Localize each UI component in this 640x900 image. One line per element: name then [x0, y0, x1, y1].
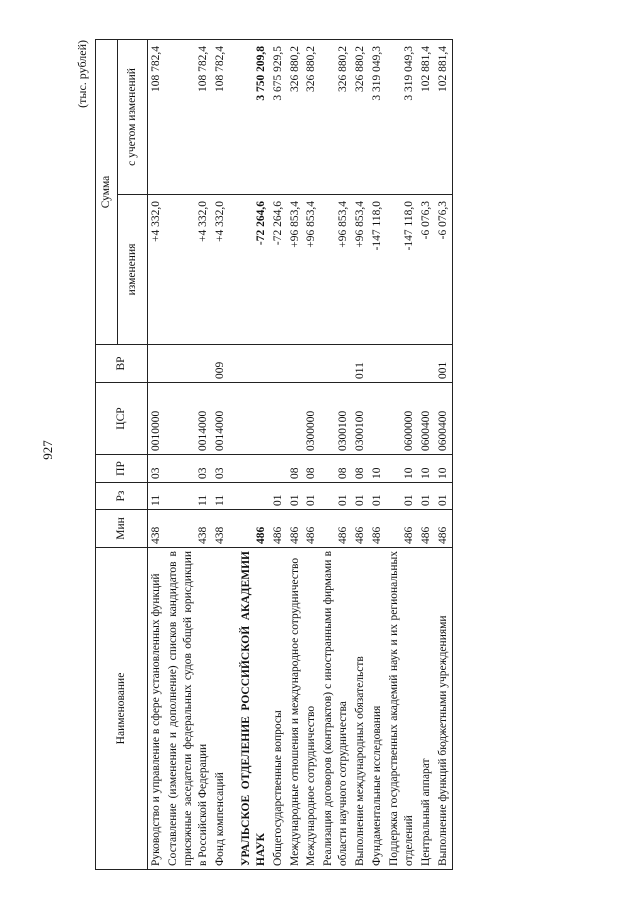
header-changes: изменения — [118, 195, 148, 345]
table-row — [229, 39, 270, 869]
change-cell: -6 076,3 — [435, 195, 452, 345]
table-row — [435, 39, 452, 869]
csr-cell — [229, 383, 270, 455]
table-row — [369, 39, 386, 869]
table-row — [165, 39, 212, 869]
header-min: Мин — [96, 510, 148, 548]
pr-cell: 10 — [386, 455, 418, 483]
vr-cell — [148, 345, 165, 383]
min-cell: 486 — [229, 510, 270, 548]
total-cell: 108 782,4 — [165, 39, 212, 194]
rz-cell: 01 — [352, 483, 369, 510]
pr-cell: 03 — [148, 455, 165, 483]
vr-cell — [229, 345, 270, 383]
csr-cell: 0010000 — [148, 383, 165, 455]
name-cell: УРАЛЬСКОЕ ОТДЕЛЕНИЕ РОССИЙСКОЙ АКАДЕМИИ НАУК — [229, 548, 270, 870]
csr-cell: 0300100 — [320, 383, 352, 455]
min-cell: 438 — [212, 510, 229, 548]
rz-cell: 01 — [303, 483, 320, 510]
csr-cell: 0600400 — [435, 383, 452, 455]
csr-cell: 0600400 — [418, 383, 435, 455]
budget-table — [95, 39, 453, 870]
min-cell: 486 — [369, 510, 386, 548]
table-row — [287, 39, 304, 869]
change-cell: -72 264,6 — [229, 195, 270, 345]
csr-cell: 0014000 — [212, 383, 229, 455]
total-cell: 3 319 049,3 — [386, 39, 418, 194]
total-cell: 3 319 049,3 — [369, 39, 386, 194]
rz-cell: 11 — [148, 483, 165, 510]
pr-cell: 10 — [435, 455, 452, 483]
min-cell: 438 — [148, 510, 165, 548]
change-cell: +96 853,4 — [352, 195, 369, 345]
pr-cell: 08 — [352, 455, 369, 483]
csr-cell: 0300100 — [352, 383, 369, 455]
change-cell: -147 118,0 — [386, 195, 418, 345]
rz-cell: 01 — [435, 483, 452, 510]
table-row — [320, 39, 352, 869]
rz-cell: 11 — [212, 483, 229, 510]
header-vr: ВР — [96, 345, 148, 383]
total-cell: 3 750 209,8 — [229, 39, 270, 194]
total-cell: 108 782,4 — [212, 39, 229, 194]
min-cell: 486 — [435, 510, 452, 548]
rz-cell — [229, 483, 270, 510]
rotated-page-content — [75, 40, 595, 870]
change-cell: +96 853,4 — [320, 195, 352, 345]
vr-cell — [165, 345, 212, 383]
name-cell: Международные отношения и международное сотрудничество — [287, 548, 304, 870]
rz-cell: 01 — [386, 483, 418, 510]
change-cell: +4 332,0 — [148, 195, 165, 345]
change-cell: +96 853,4 — [303, 195, 320, 345]
total-cell: 326 880,2 — [303, 39, 320, 194]
name-cell: Общегосударственные вопросы — [270, 548, 287, 870]
name-cell: Реализация договоров (контрактов) с иностранными фирмами в области научного сотрудничества — [320, 548, 352, 870]
min-cell: 438 — [165, 510, 212, 548]
table-body — [148, 39, 453, 869]
pr-cell — [229, 455, 270, 483]
change-cell: -6 076,3 — [418, 195, 435, 345]
csr-cell — [369, 383, 386, 455]
table-row — [386, 39, 418, 869]
total-cell: 326 880,2 — [320, 39, 352, 194]
header-with-changes: с учетом изменений — [118, 39, 148, 194]
total-cell: 108 782,4 — [148, 39, 165, 194]
change-cell: -147 118,0 — [369, 195, 386, 345]
pr-cell: 03 — [165, 455, 212, 483]
page-number: 927 — [40, 440, 55, 460]
table-row — [418, 39, 435, 869]
name-cell: Руководство и управление в сфере установленных функций — [148, 548, 165, 870]
header-pr: ПР — [96, 455, 148, 483]
vr-cell — [418, 345, 435, 383]
pr-cell: 10 — [369, 455, 386, 483]
min-cell: 486 — [320, 510, 352, 548]
rz-cell: 11 — [165, 483, 212, 510]
total-cell: 3 675 929,5 — [270, 39, 287, 194]
name-cell: Центральный аппарат — [418, 548, 435, 870]
min-cell: 486 — [270, 510, 287, 548]
pr-cell: 08 — [303, 455, 320, 483]
rz-cell: 01 — [320, 483, 352, 510]
rz-cell: 01 — [418, 483, 435, 510]
vr-cell — [320, 345, 352, 383]
table-row — [352, 39, 369, 869]
change-cell: +4 332,0 — [212, 195, 229, 345]
name-cell: Составление (изменение и дополнение) списков кандидатов в присяжные заседатели федеральных судов общей юрисдикции в Российской Федерации — [165, 548, 212, 870]
header-name: Наименование — [96, 548, 148, 870]
csr-cell — [287, 383, 304, 455]
total-cell: 326 880,2 — [352, 39, 369, 194]
csr-cell: 0300000 — [303, 383, 320, 455]
vr-cell: 001 — [435, 345, 452, 383]
vr-cell — [303, 345, 320, 383]
csr-cell — [270, 383, 287, 455]
name-cell: Фонд компенсаций — [212, 548, 229, 870]
min-cell: 486 — [303, 510, 320, 548]
change-cell: +96 853,4 — [287, 195, 304, 345]
vr-cell — [287, 345, 304, 383]
total-cell: 102 881,4 — [418, 39, 435, 194]
name-cell: Международное сотрудничество — [303, 548, 320, 870]
rz-cell: 01 — [369, 483, 386, 510]
change-cell: -72 264,6 — [270, 195, 287, 345]
table-row — [148, 39, 165, 869]
rz-cell: 01 — [270, 483, 287, 510]
pr-cell: 10 — [418, 455, 435, 483]
csr-cell: 0600000 — [386, 383, 418, 455]
table-row — [270, 39, 287, 869]
total-cell: 326 880,2 — [287, 39, 304, 194]
min-cell: 486 — [418, 510, 435, 548]
vr-cell — [386, 345, 418, 383]
pr-cell: 08 — [287, 455, 304, 483]
min-cell: 486 — [352, 510, 369, 548]
name-cell: Фундаментальные исследования — [369, 548, 386, 870]
pr-cell: 08 — [320, 455, 352, 483]
total-cell: 102 881,4 — [435, 39, 452, 194]
pr-cell: 03 — [212, 455, 229, 483]
header-summa: Сумма — [96, 39, 118, 344]
name-cell: Выполнение функций бюджетными учреждениями — [435, 548, 452, 870]
table-row — [303, 39, 320, 869]
pr-cell — [270, 455, 287, 483]
vr-cell: 009 — [212, 345, 229, 383]
min-cell: 486 — [386, 510, 418, 548]
csr-cell: 0014000 — [165, 383, 212, 455]
vr-cell: 011 — [352, 345, 369, 383]
rz-cell: 01 — [287, 483, 304, 510]
min-cell: 486 — [287, 510, 304, 548]
header-csr: ЦСР — [96, 383, 148, 455]
name-cell: Поддержка государственных академий наук и их региональных отделений — [386, 548, 418, 870]
vr-cell — [369, 345, 386, 383]
header-rz: Рз — [96, 483, 148, 510]
name-cell: Выполнение международных обязательств — [352, 548, 369, 870]
unit-note: (тыс. рублей) — [75, 40, 89, 108]
vr-cell — [270, 345, 287, 383]
change-cell: +4 332,0 — [165, 195, 212, 345]
table-row — [212, 39, 229, 869]
